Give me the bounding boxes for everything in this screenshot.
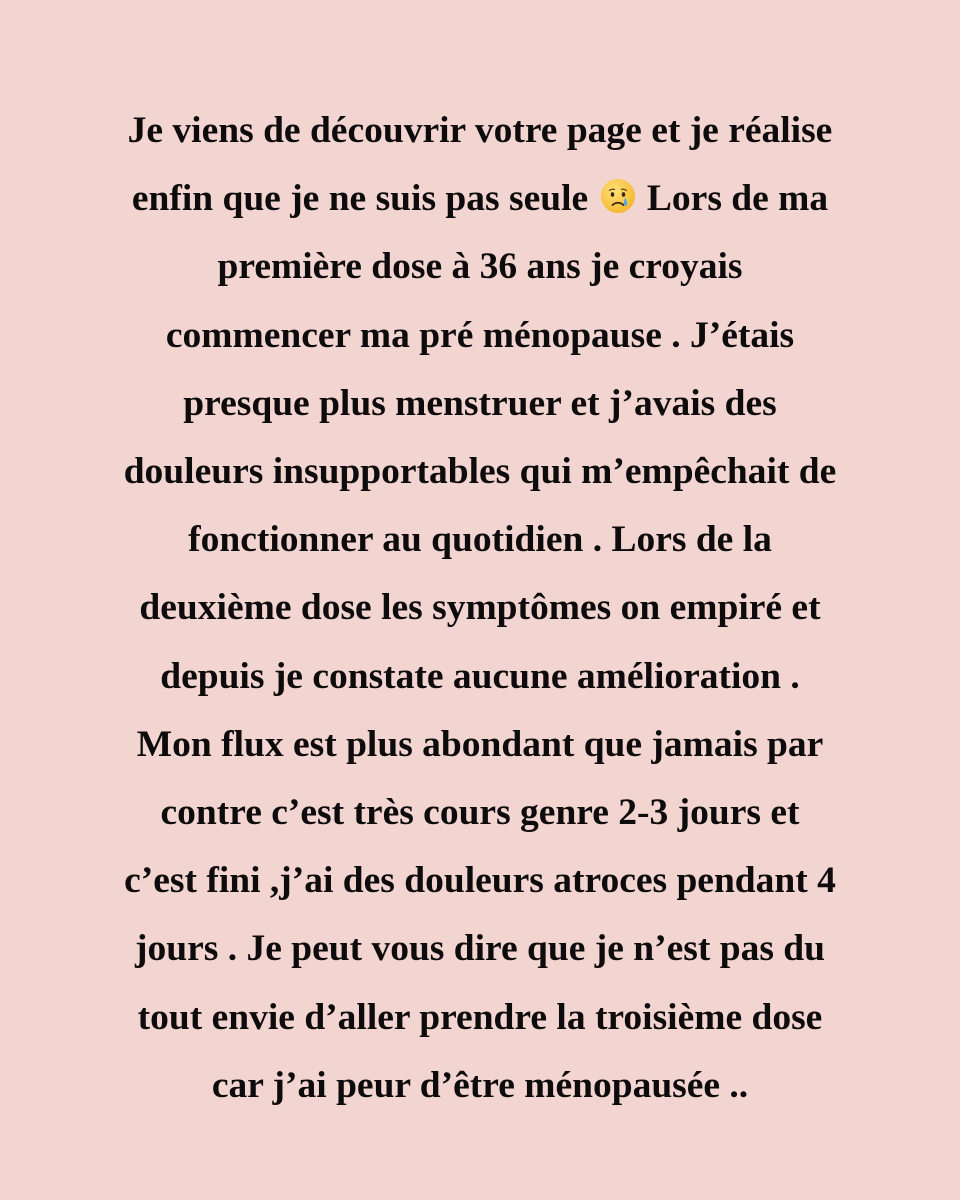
testimonial-line: fonctionner au quotidien . Lors de la <box>188 519 772 561</box>
testimonial-line: contre c’est très cours genre 2-3 jours et <box>160 792 800 834</box>
testimonial-line: depuis je constate aucune amélioration . <box>160 655 800 697</box>
testimonial-line: presque plus menstruer et j’avais des <box>183 382 777 424</box>
testimonial-line: première dose à 36 ans je croyais <box>217 246 743 288</box>
testimonial-line <box>50 165 910 233</box>
testimonial-line: douleurs insupportables qui m’empêchait de <box>123 451 837 493</box>
testimonial-line: commencer ma pré ménopause . J’étais <box>165 314 795 356</box>
testimonial-line: car j’ai peur d’être ménopausée .. <box>211 1064 749 1106</box>
testimonial-line-part: Lors de ma <box>646 178 829 220</box>
testimonial-line: deuxième dose les symptômes on empiré et <box>139 587 821 629</box>
crying-face-icon <box>600 178 636 214</box>
testimonial-line: c’est fini ,j’ai des douleurs atroces pendant 4 <box>124 860 836 902</box>
testimonial-line-part: enfin que je ne suis pas seule <box>131 178 589 220</box>
testimonial-line: Je viens de découvrir votre page et je réalise <box>127 110 833 151</box>
testimonial-text <box>50 97 910 1120</box>
testimonial-line: Mon flux est plus abondant que jamais par <box>136 723 824 765</box>
testimonial-line: jours . Je peut vous dire que je n’est pas du <box>135 928 825 970</box>
testimonial-line: tout envie d’aller prendre la troisième dose <box>137 996 823 1038</box>
